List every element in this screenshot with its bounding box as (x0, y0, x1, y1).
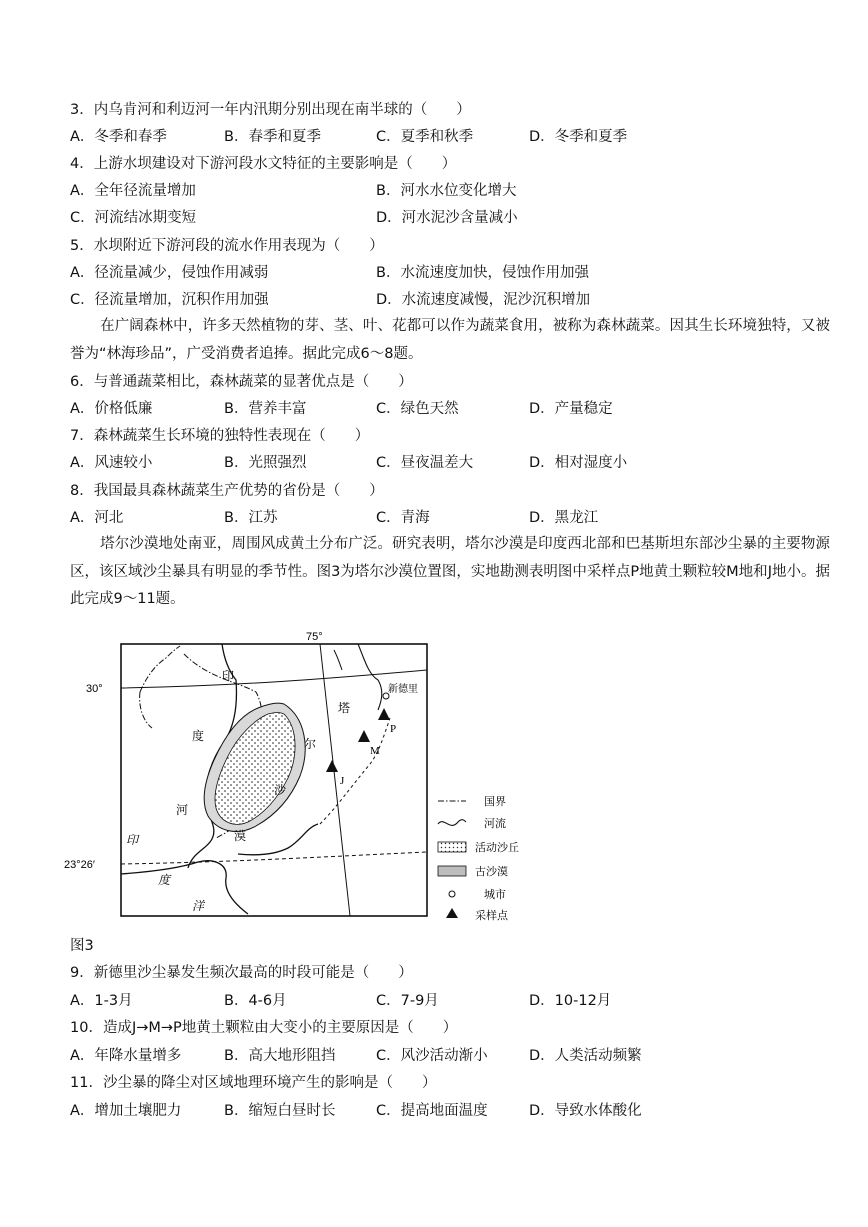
question-5-stem: 5．水坝附近下游河段的流水作用表现为（ ） (70, 238, 384, 254)
question-9-stem: 9．新德里沙尘暴发生频次最高的时段可能是（ ） (70, 965, 413, 981)
q4-option-b: B．河水水位变化增大 (376, 183, 517, 199)
label-he: 河 (176, 803, 189, 817)
label-23-26: 23°26′ (64, 859, 95, 871)
label-30: 30° (86, 683, 103, 695)
q11-option-c: C．提高地面温度 (376, 1103, 488, 1119)
figure-3-thar-desert-map (64, 618, 530, 930)
q3-option-b: B．春季和夏季 (224, 129, 321, 145)
legend-active-dunes: 活动沙丘 (475, 842, 519, 854)
q11-option-b: B．缩短白昼时长 (224, 1103, 336, 1119)
q8-option-c: C．青海 (376, 510, 430, 526)
q4-option-a: A．全年径流量增加 (70, 183, 196, 199)
q8-option-a: A．河北 (70, 510, 124, 526)
q9-option-a: A．1-3月 (70, 993, 133, 1009)
legend-ancient-desert: 古沙漠 (475, 866, 508, 878)
map-svg (64, 618, 530, 930)
q10-option-c: C．风沙活动渐小 (376, 1048, 488, 1064)
question-8-stem: 8．我国最具森林蔬菜生产优势的省份是（ ） (70, 483, 384, 499)
label-yin-ocean: 印 (126, 833, 139, 847)
passage-thar-desert-text: 塔尔沙漠地处南亚，周围风成黄土分布广泛。研究表明，塔尔沙漠是印度西北部和巴基斯坦东部沙尘暴的主要物源区，该区域沙尘暴具有明显的季节性。图3为塔尔沙漠位置图，实地勘测表明图中采样点P地黄土颗粒较M地和J地小。据此完成9～11题。 (70, 536, 830, 607)
label-sha: 沙 (274, 783, 287, 797)
map-legend (438, 795, 519, 922)
label-mo: 漠 (234, 829, 247, 843)
label-new-delhi: 新德里 (388, 684, 418, 695)
label-yin: 印 (222, 669, 235, 683)
q3-option-c: C．夏季和秋季 (376, 129, 474, 145)
q6-option-b: B．营养丰富 (224, 401, 307, 417)
q5-option-a: A．径流量减少，侵蚀作用减弱 (70, 265, 269, 281)
q9-option-c: C．7-9月 (376, 993, 439, 1009)
q8-option-d: D．黑龙江 (529, 510, 599, 526)
q7-option-d: D．相对湿度小 (529, 455, 628, 471)
question-7-stem: 7．森林蔬菜生长环境的独特性表现在（ ） (70, 428, 370, 444)
q4-option-c: C．河流结冰期变短 (70, 210, 197, 226)
legend-sample-point: 采样点 (475, 910, 508, 922)
label-ta: 塔 (338, 701, 351, 715)
legend-dunes-symbol (438, 842, 466, 852)
question-3-stem: 3．内乌肯河和利迈河一年内汛期分别出现在南半球的（ ） (70, 102, 471, 118)
legend-ancient-desert-symbol (438, 866, 466, 876)
question-11-stem: 11．沙尘暴的降尘对区域地理环境产生的影响是（ ） (70, 1075, 437, 1091)
q6-option-c: C．绿色天然 (376, 401, 459, 417)
label-j: J (340, 775, 345, 787)
legend-river: 河流 (484, 818, 506, 830)
label-du: 度 (192, 729, 205, 743)
q7-option-c: C．昼夜温差大 (376, 455, 474, 471)
label-du-ocean: 度 (158, 873, 171, 887)
q11-option-a: A．增加土壤肥力 (70, 1103, 182, 1119)
q10-option-a: A．年降水量增多 (70, 1048, 182, 1064)
q7-option-a: A．风速较小 (70, 455, 153, 471)
label-75: 75° (306, 631, 323, 643)
q10-option-b: B．高大地形阻挡 (224, 1048, 336, 1064)
q10-option-d: D．人类活动频繁 (529, 1048, 642, 1064)
q5-option-b: B．水流速度加快，侵蚀作用加强 (376, 265, 589, 281)
question-10-stem: 10．造成J→M→P地黄土颗粒由大变小的主要原因是（ ） (70, 1020, 458, 1036)
q9-option-d: D．10-12月 (529, 993, 612, 1009)
q5-option-d: D．水流速度减慢，泥沙沉积增加 (376, 292, 591, 308)
q6-option-d: D．产量稳定 (529, 401, 613, 417)
q7-option-b: B．光照强烈 (224, 455, 307, 471)
passage-forest-vegetables-text: 在广阔森林中，许多天然植物的芽、茎、叶、花都可以作为蔬菜食用，被称为森林蔬菜。因其生长环境独特，又被誉为“林海珍品”，广受消费者追捧。据此完成6～8题。 (70, 318, 830, 362)
question-6-stem: 6．与普通蔬菜相比，森林蔬菜的显著优点是（ ） (70, 374, 413, 390)
q11-option-d: D．导致水体酸化 (529, 1103, 642, 1119)
legend-border: 国界 (484, 796, 506, 808)
label-m: M (370, 745, 380, 757)
question-4-stem: 4．上游水坝建设对下游河段水文特征的主要影响是（ ） (70, 156, 457, 172)
q4-option-d: D．河水泥沙含量减小 (376, 210, 518, 226)
legend-river-symbol (438, 820, 466, 826)
q8-option-b: B．江苏 (224, 510, 278, 526)
q6-option-a: A．价格低廉 (70, 401, 153, 417)
label-er: 尔 (304, 737, 317, 751)
q5-option-c: C．径流量增加，沉积作用加强 (70, 292, 269, 308)
passage-forest-vegetables (70, 313, 830, 368)
q9-option-b: B．4-6月 (224, 993, 287, 1009)
legend-sample-symbol (446, 908, 458, 918)
q3-option-d: D．冬季和夏季 (529, 129, 628, 145)
legend-city: 城市 (484, 889, 506, 901)
passage-thar-desert (70, 531, 830, 614)
legend-city-symbol (449, 891, 455, 897)
label-yang: 洋 (192, 899, 205, 913)
label-p: P (390, 723, 397, 735)
q3-option-a: A．冬季和春季 (70, 129, 167, 145)
figure-3-caption: 图3 (70, 938, 94, 954)
